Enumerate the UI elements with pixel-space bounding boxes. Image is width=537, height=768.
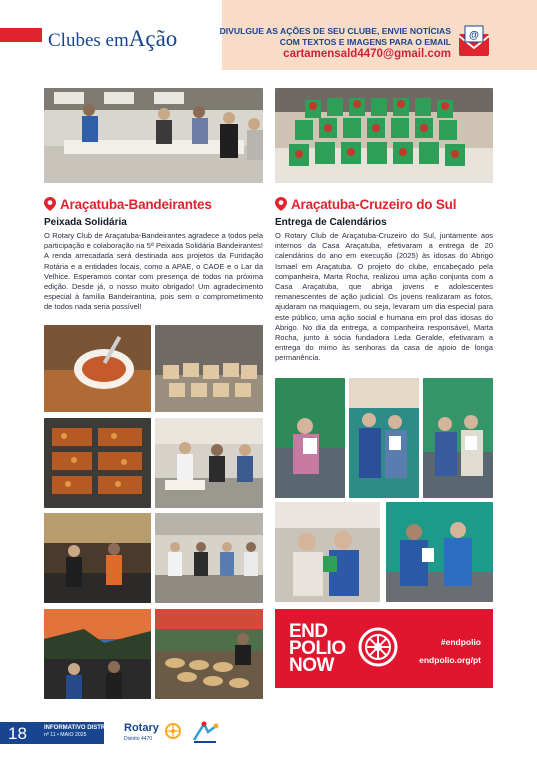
email-envelope-icon: [456, 24, 492, 60]
kitchen-photo-illustration: [44, 88, 263, 183]
promo-line-1: DIVULGUE AS AÇÕES DE SEU CLUBE, ENVIE NOTÍCIAS: [219, 26, 451, 36]
photo-peixada-trays: [44, 418, 151, 508]
photo-peixada-volunteers-group: [155, 513, 263, 603]
location-pin-icon: [44, 197, 56, 211]
article-body-right: O Rotary Club de Araçatuba-Cruzeiro do Sul, juntamente aos internos da Casa Araçatuba, efetivaram a entrega de 20 calendários do ano em execução (2025) às idosas do Abrigo Ismael em Araçatuba. O projeto do clube, encabeçado pela companheira, Marta Rocha, realizou uma ação conjunta com a Casa Araçatuba, que abriga jovens e adolescentes remanescentes de ação judicial. Os jovens realizaram as fotos, ajudaram na maquiagem, ou seja, levaram um dia especial para este público, uma ação social e humana em prol das idosas do Abrigo. No dia da entrega, a companheira responsável, Marta Rocha, junto à sócia fundadora Leda Geralde, efetivaram a entrega do mimo às senhoras da casa de apoio de longa permanência.: [275, 231, 493, 363]
rotary-wheel-icon: [358, 627, 398, 667]
article-subtitle-left: Peixada Solidária: [44, 217, 127, 228]
calendars-photo-illustration: [275, 88, 493, 183]
article-body-left: O Rotary Club de Araçatuba-Bandeirantes agradece a todos pela participação e colaboração na 5ª Peixada Solidária Bandeirantes! A renda arrecadada será destinada aos projetos da Fundação Rotária e a entidades locais, como a APAE, o CAOE e o Lar da Velhice. Esperamos contar com presença de todos na próxima edição. Desde já, o nosso muito obrigado! Um agradecimento especial à família Bandeirantina, pois sem o comprometimento de todos nada seria possível!: [44, 231, 263, 312]
article-subtitle-right: Entrega de Calendários: [275, 217, 387, 228]
endpolio-banner[interactable]: [275, 609, 493, 688]
photo-elderly-calendars-3: [423, 378, 493, 498]
photo-peixada-bread-table: [155, 609, 263, 699]
page-header: [0, 0, 537, 72]
endpolio-hashtag: #endpolio: [440, 637, 481, 647]
section-title: Clubes emAção: [48, 26, 178, 51]
rotary-wheel-icon: [165, 723, 181, 739]
photo-peixada-packages: [155, 325, 263, 412]
photo-peixada-sunset: [44, 609, 151, 699]
footer-publication: INFORMATIVO DISTRITAL 4470: [44, 725, 134, 731]
photo-peixada-dining-hall: [44, 513, 151, 603]
rotary-district: Distrito 4470: [124, 736, 153, 742]
endpolio-word-end: END: [289, 621, 328, 642]
page-number: 18: [8, 724, 27, 743]
promo-email-link[interactable]: cartamensald4470@gmail.com: [283, 48, 451, 60]
rotary-theme-logo-icon: [190, 720, 220, 744]
section-title-accent: Ação: [128, 26, 178, 51]
photo-calendars-table: [275, 88, 493, 183]
photo-elderly-calendars-1: [275, 378, 345, 498]
photo-peixada-serving: [44, 325, 151, 412]
club-name-right: Araçatuba-Cruzeiro do Sul: [291, 197, 457, 212]
rotary-logo-text: Rotary: [124, 722, 159, 734]
svg-text:@: @: [469, 30, 479, 41]
photo-peixada-kitchen-team: [155, 418, 263, 508]
endpolio-url-link[interactable]: endpolio.org/pt: [419, 655, 481, 665]
photo-elderly-calendars-5: [386, 502, 493, 602]
photo-elderly-calendars-4: [275, 502, 380, 602]
promo-line-2: COM TEXTOS E IMAGENS PARA O EMAIL: [279, 37, 451, 47]
photo-peixada-kitchen-volunteers: [44, 88, 263, 183]
location-pin-icon: [275, 197, 287, 211]
photo-elderly-calendars-2: [349, 378, 419, 498]
footer-bar: [0, 722, 134, 744]
header-accent-bar: [0, 28, 42, 42]
club-name-left: Araçatuba-Bandeirantes: [60, 197, 212, 212]
footer-issue: nº 11 • MAIO 2025: [44, 732, 87, 738]
endpolio-word-now: NOW: [289, 655, 334, 676]
endpolio-word-polio: POLIO: [289, 638, 346, 659]
